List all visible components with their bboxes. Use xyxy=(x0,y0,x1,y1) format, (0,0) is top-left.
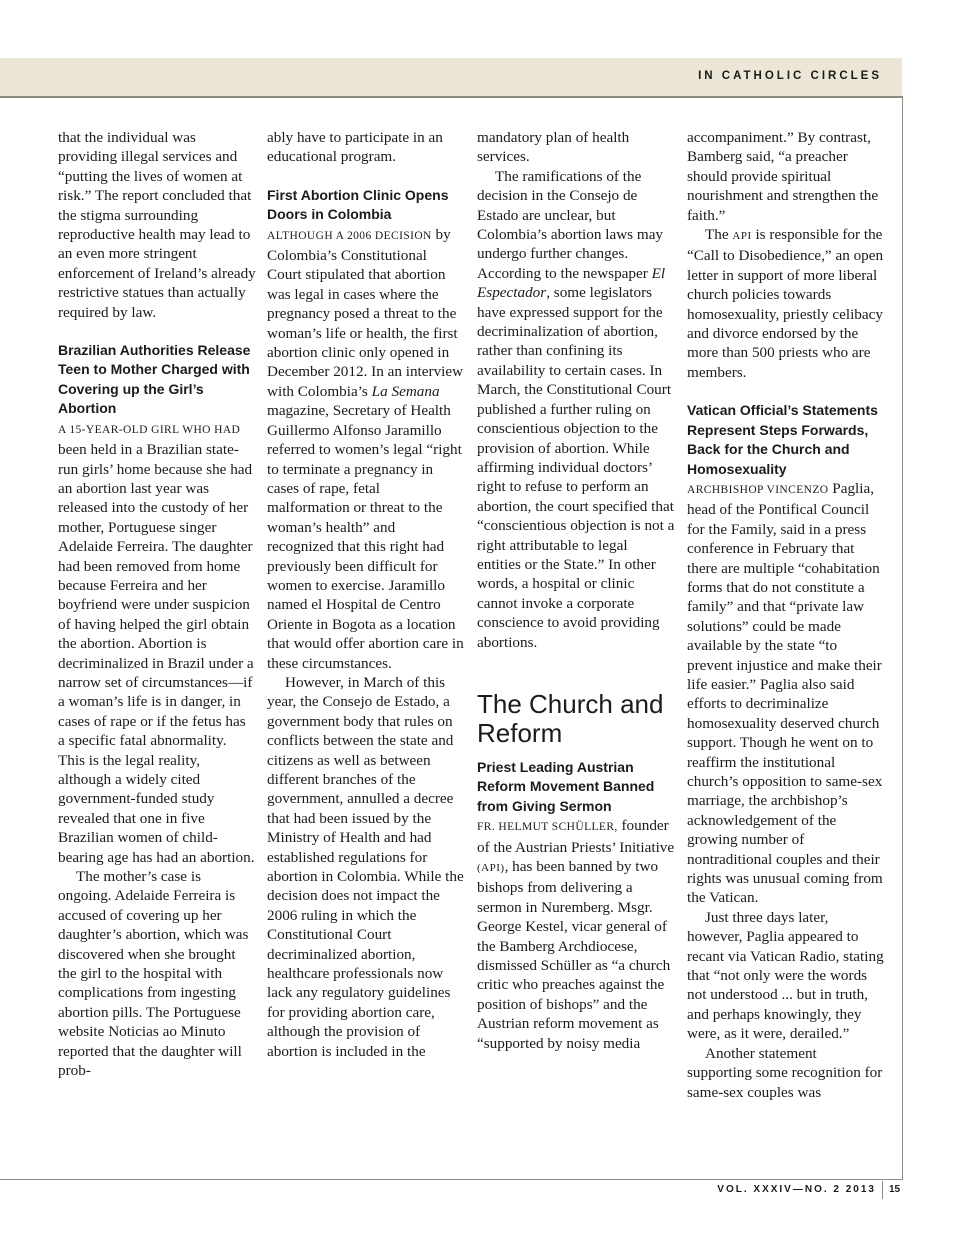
col1-paragraph-2-text: been held in a Brazilian state-run girls’ home because she had an abortion last year was released into the custody of her mother, Portuguese singer Adelaide Ferreira. The daughter had been removed from home because Ferreira and her boyfriend were under suspicion of having helped the girl obtain the abortion. Abortion is decriminalized in Brazil under a narrow set of circumstances—if a woman’s life is in danger, in cases of rape or if the fetus has a specific fatal abnormality. This is the legal reality, although a widely cited government-funded study revealed that one in five Brazilian women of child-bearing age has had an abortion. xyxy=(58,441,255,866)
footer-volume: VOL. XXXIV—NO. 2 2013 xyxy=(717,1184,876,1195)
col2-paragraph-1: ably have to participate in an educational program. xyxy=(267,129,443,166)
col3-paragraph-2-text-b: , some legislators have expressed support for the decriminalization of abortion, rather than confining its availability to certain cases. In March, the Constitutional Court published a further ruling on conscientious objection to the provision of abortion. While affirming individual doctors’ right to refuse to perform an abortion, the court specified that “conscientious objection is not a right attributable to legal entities or the State.” In other words, a hospital or clinic cannot invoke a corporate conscience to avoid providing abortions. xyxy=(477,284,675,651)
col1-heading-brazil: Brazilian Authorities Release Teen to Mother Charged with Covering up the Girl’s Abortion xyxy=(58,342,251,417)
col3-newspaper-title: El Espectador xyxy=(477,264,666,302)
column-3 xyxy=(477,128,675,1053)
col3-lead-in: FR. HELMUT SCHÜLLER, xyxy=(477,821,618,834)
col4-paragraph-2-text-a: The xyxy=(705,226,733,244)
col3-paragraph-3-text-b: , has been banned by two bishops from delivering a sermon in Nuremberg. Msgr. George Kestel, vicar general of the Bamberg Archdiocese, dismissed Schüller as “a church critic who preaches against the position of bishops” and the Austrian reform movement as “supported by noisy media xyxy=(477,858,671,1052)
col2-paragraph-2-text-b: magazine, Secretary of Health Guillermo Alfonso Jaramillo referred to women’s legal “right to terminate a pregnancy in cases of rape, fetal malformation or threat to the woman’s health” and recognized that this right had previously been difficult for women to exercise. Jaramillo named el Hospital de Centro Oriente in Bogota as a location that would offer abortion care in these circumstances. xyxy=(267,402,464,672)
column-2 xyxy=(267,128,465,1061)
col4-paragraph-5: Another statement supporting some recognition for same-sex couples was xyxy=(687,1044,883,1101)
page-number: 15 xyxy=(889,1184,901,1195)
col3-paragraph-2-text-a: The ramifications of the decision in the Consejo de Estado are unclear, but Colombia’s abortion laws may undergo further changes. According to the newspaper xyxy=(477,167,664,282)
col4-paragraph-2 xyxy=(687,225,885,382)
col2-paragraph-2-text-a: by Colombia’s Constitutional Court stipulated that abortion was legal in cases where the pregnancy posed a threat to the woman’s life or health, the first abortion clinic only opened in December 2012. In an interview with Colombia’s xyxy=(267,225,464,400)
col3-acronym: (API) xyxy=(477,862,505,874)
col4-paragraph-3-text: Paglia, head of the Pontifical Council for the Family, said in a press conference in February that there are multiple “cohabitation forms that do not constitute a family” and that “private law solutions” could be made available by the state “to prevent injustice and make their life easier.” Paglia also said efforts to decriminalize homosexuality deserved church support. Though he went on to reaffirm the institutional church’s opposition to same-sex marriage, the archbishop’s acknowledgement of the growing number of nontraditional couples and their rights was unusual coming from the Vatican. xyxy=(687,479,883,907)
right-margin-rule xyxy=(902,96,903,1180)
col4-paragraph-4: Just three days later, however, Paglia appeared to recant via Vatican Radio, stating that “not only were the words not understood ... but in truth, and perhaps knowingly, they were, as it were, derailed.” xyxy=(687,908,884,1043)
section-heading-church-reform: The Church and Reform xyxy=(477,688,664,748)
col4-heading-vatican: Vatican Official’s Statements Represent Steps Forwards, Back for the Church and Homosexuality xyxy=(687,402,878,477)
col2-heading-colombia: First Abortion Clinic Opens Doors in Colombia xyxy=(267,186,449,223)
footer-separator xyxy=(882,1181,883,1199)
col3-paragraph-3-text-a: founder of the Austrian Priests’ Initiative xyxy=(477,817,675,856)
col3-paragraph-2 xyxy=(477,167,675,652)
col3-heading-priest: Priest Leading Austrian Reform Movement Banned from Giving Sermon xyxy=(477,758,655,814)
column-1 xyxy=(58,128,256,1081)
col1-paragraph-3: The mother’s case is ongoing. Adelaide Ferreira is accused of covering up her daughter’s abortion, which was discovered when she brought the girl to the hospital with complications from ingesting abortion pills. The Portuguese website Noticias ao Minuto reported that the daughter will prob- xyxy=(58,868,249,1080)
column-4 xyxy=(687,128,885,1102)
col2-paragraph-3: However, in March of this year, the Consejo de Estado, a government body that rules on conflicts between the state and citizens as well as between different branches of the government, annulled a decree that had been issued by the Ministry of Health and had established regulations for abortion in Colombia. While the decision does not impact the 2006 ruling in which the Constitutional Court decriminalized abortion, healthcare professionals now lack any regulatory guidelines for providing abortion care, although the provision of abortion is included in the xyxy=(267,673,464,1060)
col4-lead-in: ARCHBISHOP VINCENZO xyxy=(687,483,829,496)
footer-rule xyxy=(0,1179,903,1180)
col3-paragraph-3 xyxy=(477,816,675,1053)
col1-lead-in: A 15-YEAR-OLD GIRL WHO HAD xyxy=(58,423,241,436)
col2-paragraph-2 xyxy=(267,225,465,673)
col4-paragraph-3 xyxy=(687,479,885,908)
col3-paragraph-1: mandatory plan of health services. xyxy=(477,129,630,166)
section-label: IN CATHOLIC CIRCLES xyxy=(698,70,882,82)
col2-lead-in: ALTHOUGH A 2006 DECISION xyxy=(267,229,432,242)
col4-acronym: API xyxy=(732,230,752,243)
col4-paragraph-2-text-b: is responsible for the “Call to Disobedience,” an open letter in support of more liberal church policies towards homosexuality, priestly celibacy and divorce endorsed by the more than 500 priests who are members. xyxy=(687,226,884,381)
col4-paragraph-1: accompaniment.” By contrast, Bamberg said, “a preacher should provide spiritual nourishment and strengthen the faith.” xyxy=(687,129,879,224)
col2-magazine-title: La Semana xyxy=(371,382,440,400)
col1-paragraph-1: that the individual was providing illegal services and “putting the lives of women at risk.” The report concluded that the stigma surrounding reproductive health may lead to an even more stringent enforcement of Ireland’s already restrictive statues than actually required by law. xyxy=(58,129,256,321)
col1-paragraph-2 xyxy=(58,419,256,867)
